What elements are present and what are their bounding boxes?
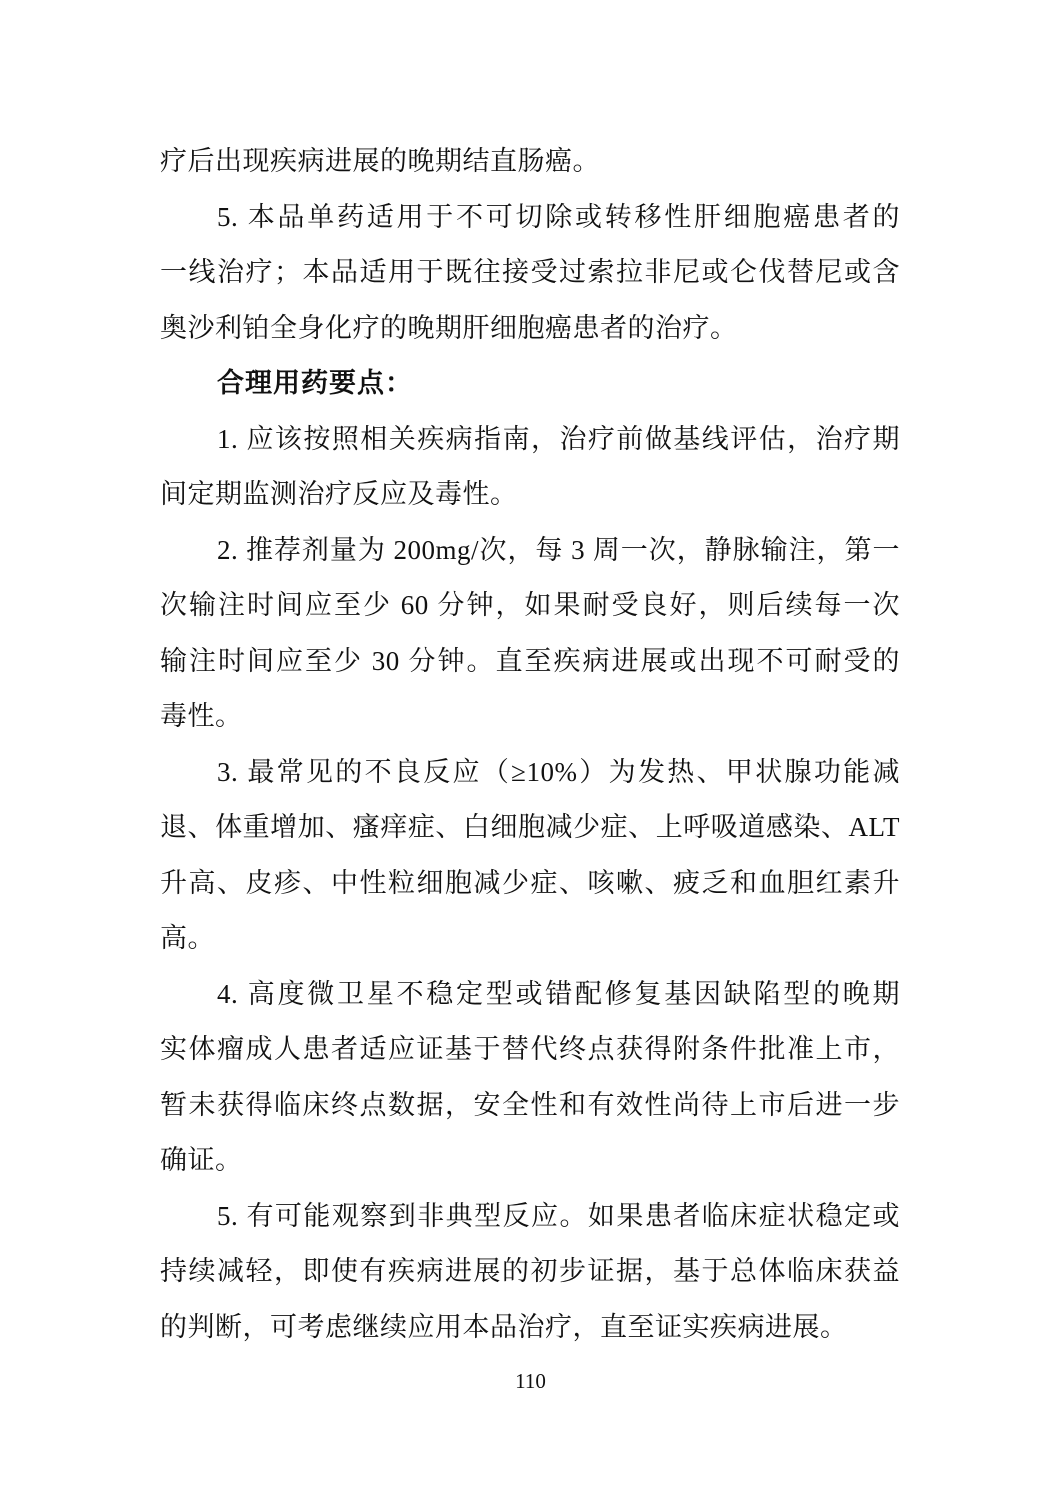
- text-line: 5. 有可能观察到非典型反应。如果患者临床症状稳定或: [217, 1200, 900, 1231]
- text-line: 疗后出现疾病进展的晚期结直肠癌。: [160, 146, 600, 176]
- text-line: 暂未获得临床终点数据，安全性和有效性尚待上市后进一步: [160, 1089, 900, 1120]
- text-line: 间定期监测治疗反应及毒性。: [160, 479, 518, 509]
- text-line: 退、体重增加、瘙痒症、白细胞减少症、上呼吸道感染、ALT: [160, 812, 900, 842]
- document-body: [160, 134, 900, 1355]
- text-line: 的判断，可考虑继续应用本品治疗，直至证实疾病进展。: [160, 1311, 848, 1342]
- text-line: 奥沙利铂全身化疗的晚期肝细胞癌患者的治疗。: [160, 312, 738, 343]
- text-line: 确证。: [160, 1145, 243, 1175]
- text-line: 1. 应该按照相关疾病指南，治疗前做基线评估，治疗期: [217, 423, 900, 454]
- text-line: 升高、皮疹、中性粒细胞减少症、咳嗽、疲乏和血胆红素升: [160, 867, 900, 898]
- text-line: 持续减轻，即使有疾病进展的初步证据，基于总体临床获益: [160, 1256, 900, 1286]
- text-line: 3. 最常见的不良反应（≥10%）为发热、甲状腺功能减: [217, 756, 900, 787]
- page-number: 110: [515, 1369, 546, 1393]
- text-line: 次输注时间应至少 60 分钟，如果耐受良好，则后续每一次: [160, 590, 900, 620]
- text-line: 2. 推荐剂量为 200mg/次，每 3 周一次，静脉输注，第一: [217, 534, 900, 565]
- text-line: 毒性。: [160, 701, 243, 731]
- text-line: 实体瘤成人患者适应证基于替代终点获得附条件批准上市，: [160, 1034, 900, 1064]
- text-line: 高。: [160, 923, 215, 953]
- text-line: 5. 本品单药适用于不可切除或转移性肝细胞癌患者的: [217, 201, 900, 232]
- text-line: 输注时间应至少 30 分钟。直至疾病进展或出现不可耐受的: [160, 645, 900, 676]
- text-line: 4. 高度微卫星不稳定型或错配修复基因缺陷型的晚期: [217, 978, 900, 1009]
- section-heading: 合理用药要点：: [217, 368, 413, 398]
- text-line: 一线治疗；本品适用于既往接受过索拉非尼或仑伐替尼或含: [160, 257, 900, 287]
